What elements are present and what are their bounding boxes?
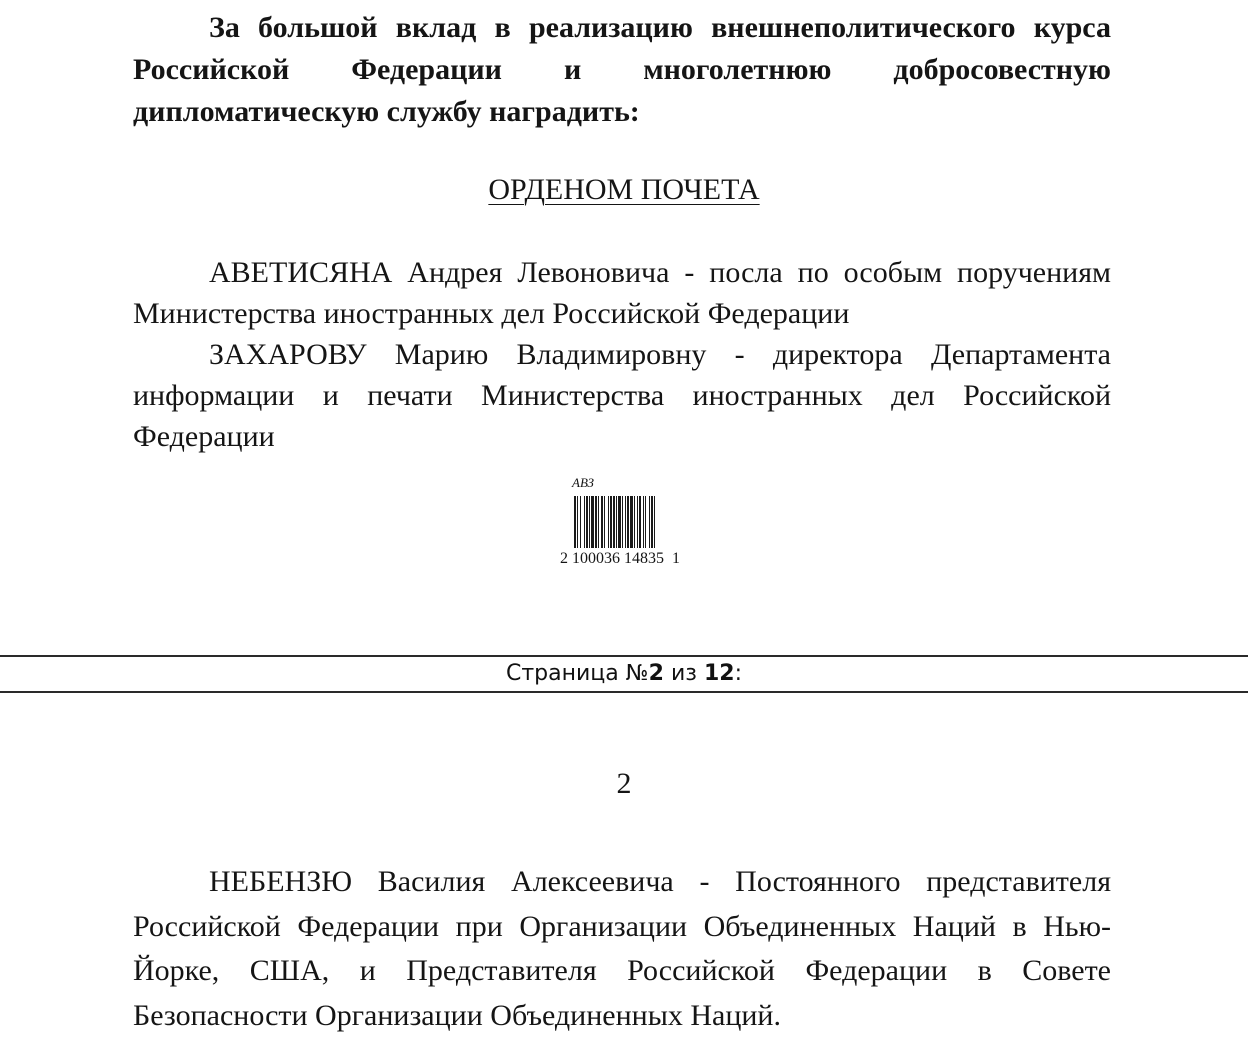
recipient-entry: АВЕТИСЯНА Андрея Левоновича - посла по особым поручениям Министерства иностранных дел Российской Федерации [133,256,1111,330]
award-title-text: ОРДЕНОМ ПОЧЕТА [488,173,760,206]
barcode-bar [627,496,629,548]
award-preamble [133,7,1111,133]
page-number: 2 [616,767,632,800]
recipient-entry: ЗАХАРОВУ Марию Владимировну - директора Департамента информации и печати Министерства иностранных дел Российской Федерации [133,338,1111,453]
barcode-bar [637,496,638,548]
barcode-bar [616,496,617,548]
barcode-bar [634,496,635,548]
recipient-entry: НЕБЕНЗЮ Василия Алексеевича - Постоянного представителя Российской Федерации при Организации Объединенных Наций в Нью-Йорке, США, и Представителя Российской Федерации в Совете Безопасности Организации Объединенных Наций. [133,865,1111,1032]
barcode-bar [645,496,646,548]
barcode-digits: 2 100036 14835 1 [560,550,680,567]
preamble-text: За большой вклад в реализацию внешнеполитического курса Российской Федерации и многолетнюю добросовестную дипломатическую службу наградить: [133,11,1111,128]
barcode-bar [613,496,615,548]
page-indicator-prefix: Страница № [506,661,649,686]
barcode-bar [625,496,626,548]
barcode-bar [589,496,590,548]
barcode [560,476,732,576]
barcode-bar [591,496,594,548]
barcode-bar [577,496,578,548]
barcode-bar [584,496,585,548]
barcode-initials: АВЗ [572,475,594,490]
barcode-bar [604,496,605,548]
barcode-bar [598,496,599,548]
barcode-bars [574,496,720,548]
barcode-bar [608,496,609,548]
barcode-bar [622,496,623,548]
page-indicator-current: 2 [648,661,664,686]
page-indicator [0,655,1248,693]
barcode-bar [630,496,633,548]
barcode-bar [580,496,581,548]
barcode-bar [643,496,644,548]
barcode-bar [649,496,650,548]
page-indicator-suffix: : [734,661,742,686]
barcode-bar [595,496,597,548]
barcode-bar [610,496,612,548]
recipients-list [133,252,1111,457]
barcode-bar [651,496,653,548]
barcode-bar [654,496,655,548]
page-indicator-total: 12 [703,661,735,686]
page2-recipients [133,860,1111,1038]
barcode-bar [639,496,641,548]
award-title [0,169,1248,211]
barcode-bar [618,496,621,548]
barcode-bar [601,496,603,548]
barcode-bar [586,496,588,548]
page-indicator-middle: из [663,661,704,686]
barcode-bar [574,496,576,548]
